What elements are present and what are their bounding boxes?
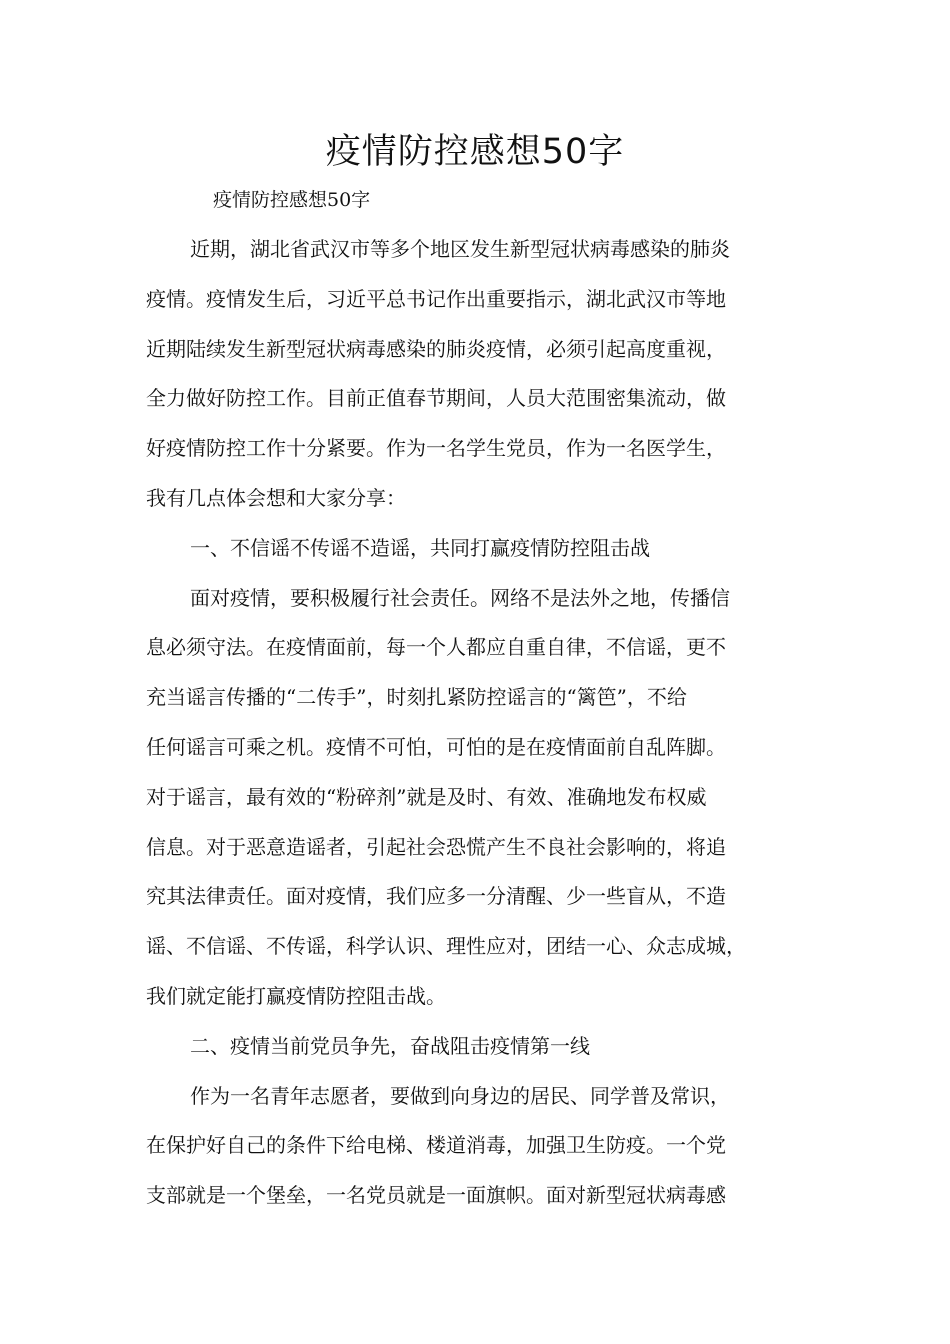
document-title: 疫情防控感想50字 — [325, 132, 625, 172]
section-heading-1 — [146, 524, 826, 574]
text-line: 我们就定能打赢疫情防控阻击战。 — [146, 983, 446, 1008]
text-line: 息必须守法。在疫情面前，每一个人都应自重自律，不信谣，更不 — [146, 635, 726, 660]
text-line: 一、不信谣不传谣不造谣，共同打赢疫情防控阻击战 — [190, 535, 650, 560]
text-line: 二、疫情当前党员争先，奋战阻击疫情第一线 — [190, 1033, 590, 1058]
text-line: 充当谣言传播的“二传手”，时刻扎紧防控谣言的“篱笆”，不给 — [146, 685, 687, 710]
text-line: 支部就是一个堡垒，一名党员就是一面旗帜。面对新型冠状病毒感 — [146, 1183, 726, 1208]
document-subtitle: 疫情防控感想50字 — [213, 189, 371, 211]
paragraph-volunteer — [146, 1072, 826, 1221]
text-line: 对于谣言，最有效的“粉碎剂”就是及时、有效、准确地发布权威 — [146, 784, 707, 809]
text-line: 究其法律责任。面对疫情，我们应多一分清醒、少一些盲从，不造 — [146, 884, 726, 909]
paragraph-intro — [146, 225, 826, 524]
section-heading-2 — [146, 1022, 826, 1072]
text-line: 谣、不信谣、不传谣，科学认识、理性应对，团结一心、众志成城， — [146, 934, 746, 959]
text-line: 我有几点体会想和大家分享： — [146, 485, 406, 510]
text-line: 在保护好自己的条件下给电梯、楼道消毒，加强卫生防疫。一个党 — [146, 1133, 726, 1158]
text-line: 全力做好防控工作。目前正值春节期间，人员大范围密集流动，做 — [146, 386, 726, 411]
text-line: 面对疫情，要积极履行社会责任。网络不是法外之地，传播信 — [190, 585, 730, 610]
text-line: 疫情。疫情发生后，习近平总书记作出重要指示，湖北武汉市等地 — [146, 286, 726, 311]
document-body — [146, 225, 826, 1221]
text-line: 信息。对于恶意造谣者，引起社会恐慌产生不良社会影响的，将追 — [146, 834, 726, 859]
text-line: 近期陆续发生新型冠状病毒感染的肺炎疫情，必须引起高度重视， — [146, 336, 726, 361]
text-line: 近期，湖北省武汉市等多个地区发生新型冠状病毒感染的肺炎 — [190, 237, 730, 261]
paragraph-rumors — [146, 574, 826, 1022]
text-line: 任何谣言可乘之机。疫情不可怕，可怕的是在疫情面前自乱阵脚。 — [146, 734, 726, 759]
text-line: 作为一名青年志愿者，要做到向身边的居民、同学普及常识， — [190, 1083, 730, 1108]
text-line: 好疫情防控工作十分紧要。作为一名学生党员，作为一名医学生， — [146, 436, 726, 461]
